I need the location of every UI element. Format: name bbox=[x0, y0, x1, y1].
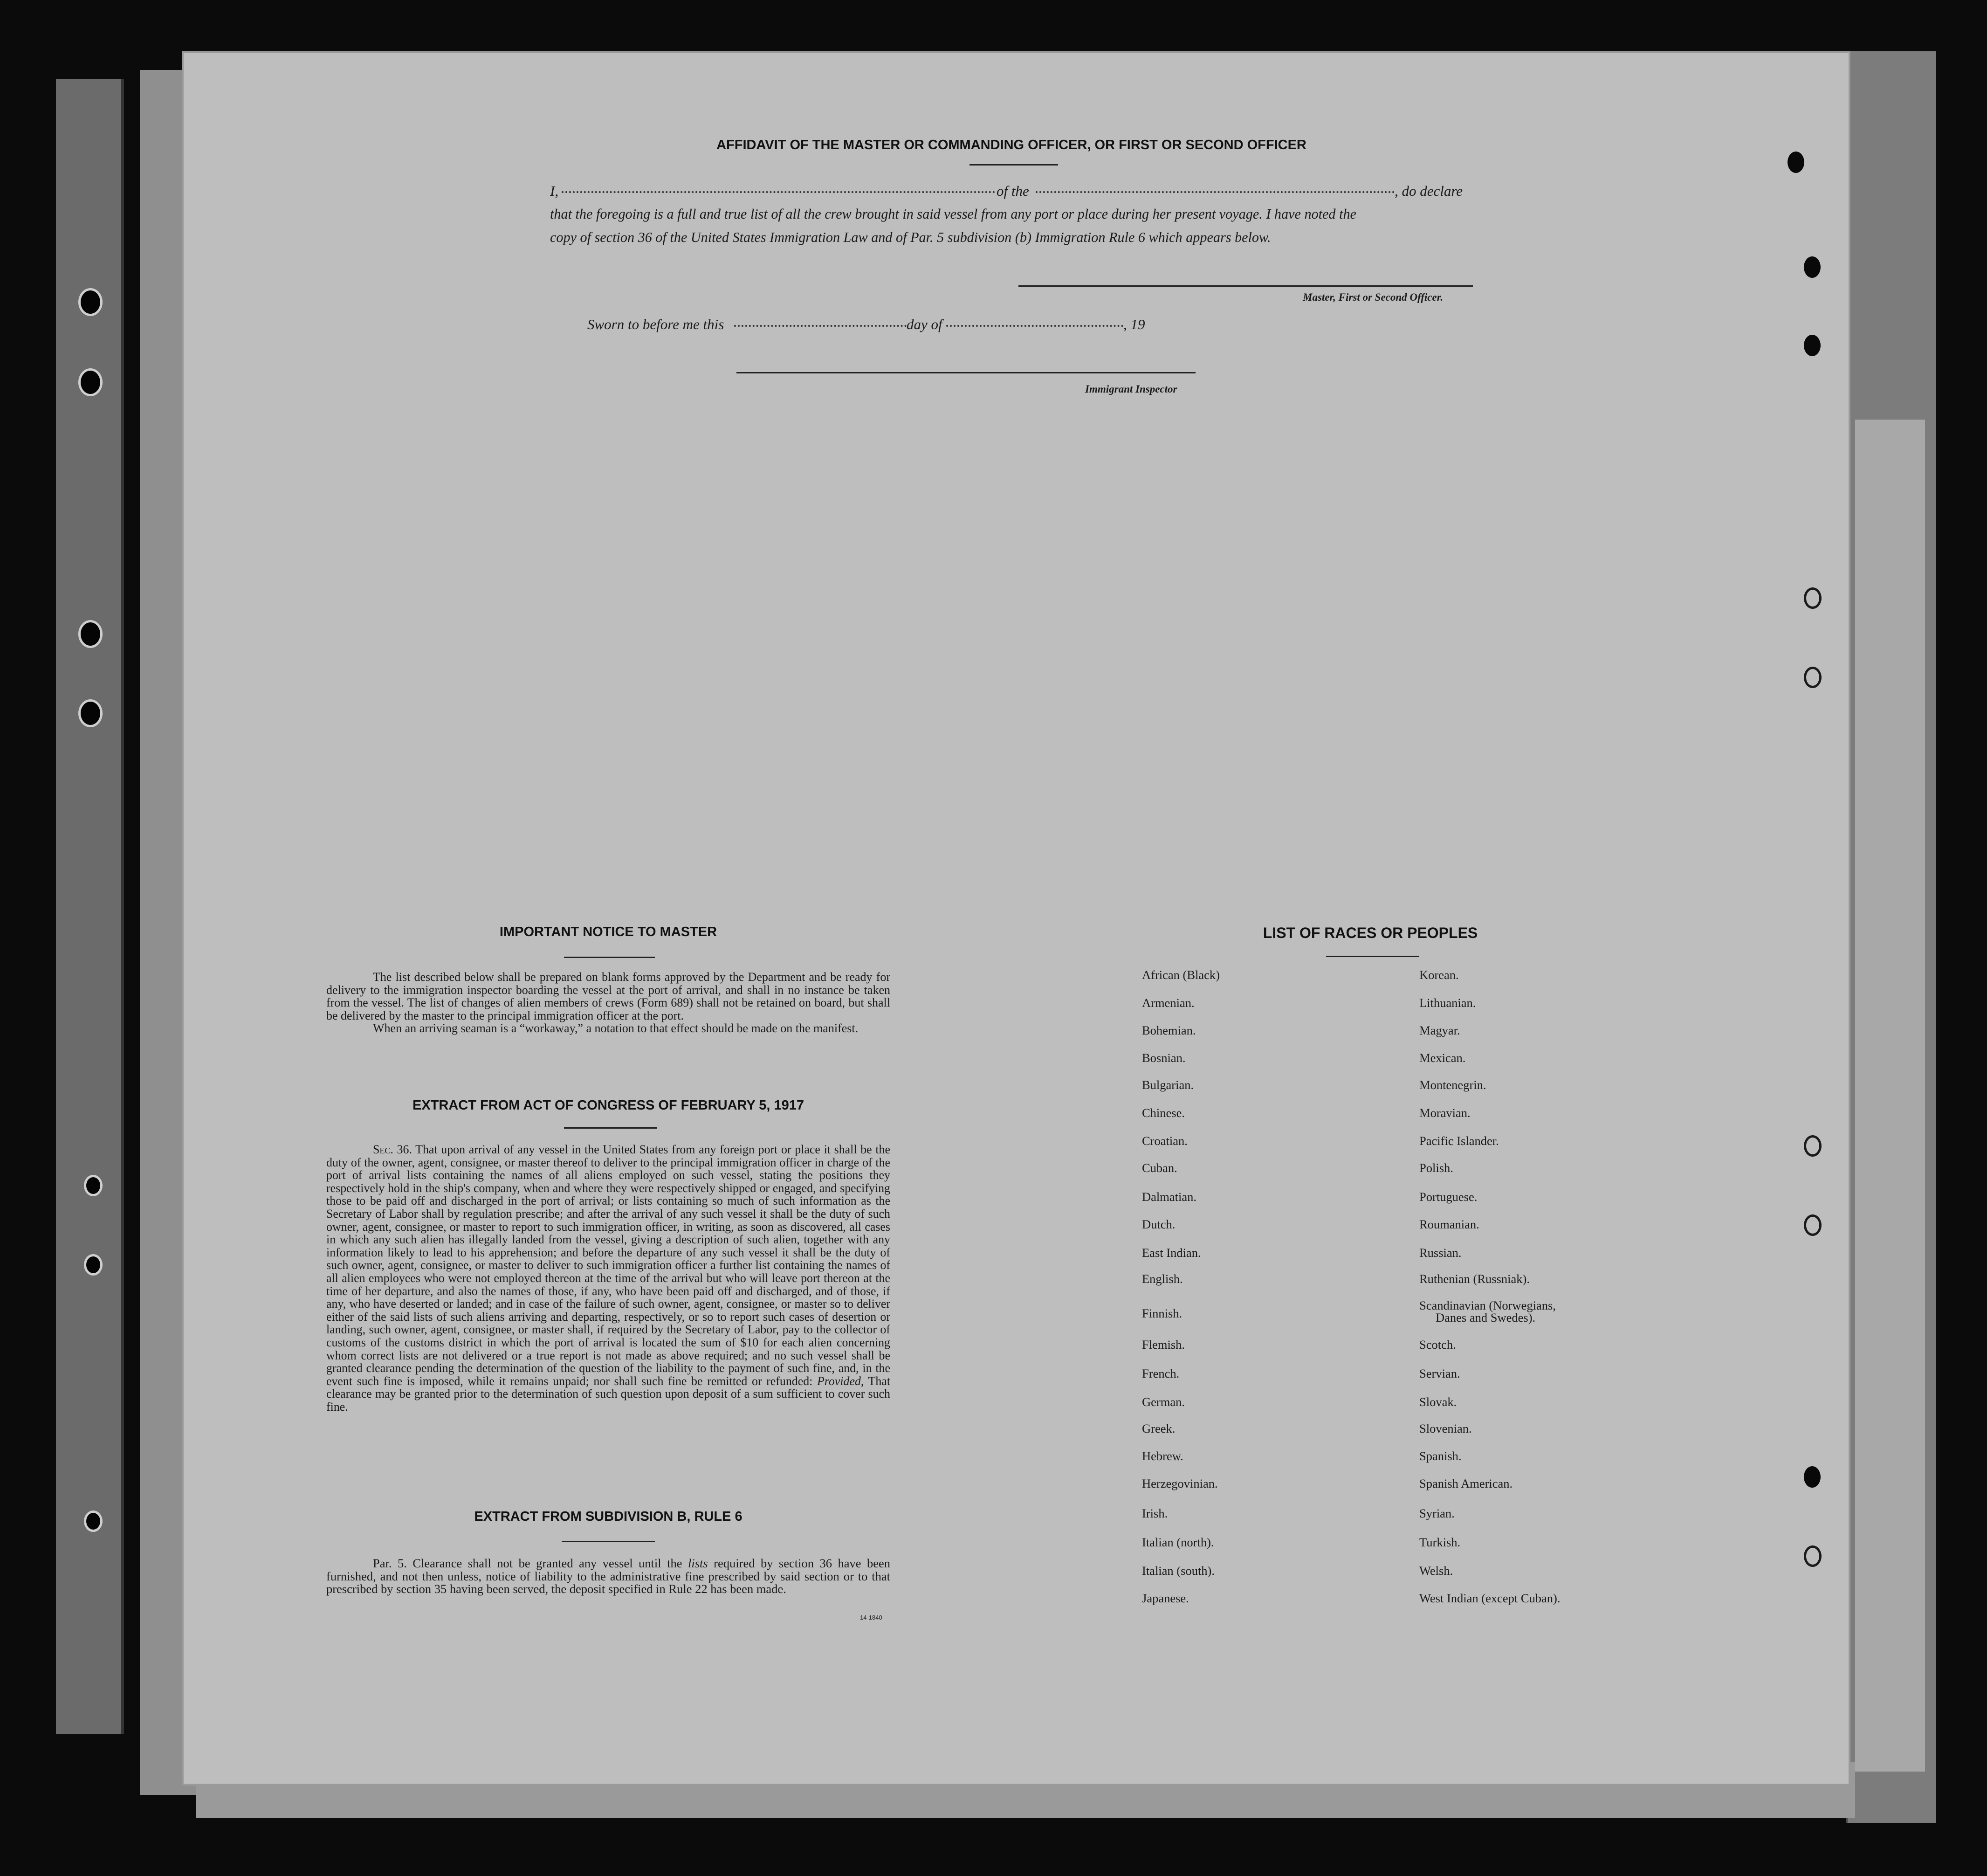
officer-caption: Master, First or Second Officer. bbox=[1303, 291, 1444, 303]
section-36-text: 36. That upon arrival of any vessel in the United States from any foreign port or place it shall be the duty of the owner, agent, consignee, or master thereof to deliver to the principal immigration officer in charge of the port of arrival lists containing the names of all aliens employed on such vessel, stating the positions they respectively hold in the ship's company, when and where they were respectively shipped or engaged, and specifying those to be paid off and discharged in the port of arrival; or lists containing so much of such information as the Secretary of Labor shall by regulation prescribe; and after the arrival of any such vessel it shall be the duty of such owner, agent, consignee, or master to report to such immigration officer, in writing, as soon as discovered, all cases in which any such alien has illegally landed from the vessel, giving a description of such alien, together with any information likely to lead to his apprehension; and before the departure of any such vessel it shall be the duty of such owner, agent, consignee, or master to deliver to such immigration officer a further list containing the names of all alien employees who were not employed thereon at the time of the arrival but who will leave port thereon at the time of her departure, and also the names of those, if any, who have been paid off and discharged, and of those, if any, who have deserted or landed; and in case of the failure of such owner, agent, consignee, or master so to deliver either of the said lists of such aliens arriving and departing, respectively, or so to report such cases of desertion or landing, such owner, agent, consignee, or master shall, if required by the Secretary of Labor, pay to the collector of customs of the customs district in which the port of arrival is located the sum of $10 for each alien concerning whom correct lists are not delivered or a true report is not made as above required; and no such vessel shall be granted clearance pending the determination of the question of the liability to the payment of such fine, and, in the event such fine is imposed, while it remains unpaid; nor shall such fine be remitted or refunded: bbox=[326, 1143, 890, 1388]
race-item: Ruthenian (Russniak). bbox=[1419, 1272, 1530, 1286]
race-item: East Indian. bbox=[1142, 1246, 1201, 1260]
punch-hole bbox=[1804, 1214, 1822, 1236]
race-item: Bosnian. bbox=[1142, 1051, 1186, 1065]
rule-text-b: required by section 36 have been furnished, and not then unless, notice of liability to the administrative fine prescribed by said section or to that prescribed by section 35 having been served, the deposit specified in Rule 22 has been made. bbox=[326, 1556, 890, 1596]
race-item: Bohemian. bbox=[1142, 1023, 1196, 1037]
affidavit-title: AFFIDAVIT OF THE MASTER OR COMMANDING OFFICER, OR FIRST OR SECOND OFFICER bbox=[716, 138, 1306, 152]
race-item: Hebrew. bbox=[1142, 1449, 1183, 1463]
race-item: English. bbox=[1142, 1272, 1183, 1286]
race-item: Korean. bbox=[1419, 968, 1459, 982]
race-item: Syrian. bbox=[1419, 1506, 1455, 1520]
binder-hole bbox=[78, 288, 103, 316]
race-item: Chinese. bbox=[1142, 1106, 1185, 1120]
punch-hole bbox=[1804, 335, 1821, 356]
extract-act-text bbox=[326, 1143, 890, 1413]
race-item: Montenegrin. bbox=[1419, 1078, 1486, 1092]
race-item: Scandinavian (Norwegians, bbox=[1419, 1298, 1556, 1312]
race-item-continuation: Danes and Swedes). bbox=[1436, 1310, 1536, 1324]
race-item: Welsh. bbox=[1419, 1564, 1453, 1578]
inspector-caption: Immigrant Inspector bbox=[1085, 383, 1177, 395]
race-item: Mexican. bbox=[1419, 1051, 1466, 1065]
race-item: African (Black) bbox=[1142, 968, 1220, 982]
race-item: Roumanian. bbox=[1419, 1217, 1479, 1231]
binder-hole bbox=[78, 620, 103, 648]
year-label: , 19 bbox=[1123, 316, 1145, 332]
binder-strip bbox=[56, 79, 124, 1734]
race-item: Lithuanian. bbox=[1419, 996, 1476, 1010]
notice-title: IMPORTANT NOTICE TO MASTER bbox=[499, 924, 717, 939]
notice-paragraph-2: When an arriving seaman is a “workaway,” a notation to that effect should be made on the manifest. bbox=[373, 1021, 859, 1035]
master-name-field[interactable] bbox=[562, 191, 995, 193]
race-item: West Indian (except Cuban). bbox=[1419, 1591, 1561, 1605]
race-item: Dalmatian. bbox=[1142, 1190, 1196, 1204]
race-item: Bulgarian. bbox=[1142, 1078, 1194, 1092]
sworn-label: Sworn to before me this bbox=[587, 316, 724, 332]
races-title: LIST OF RACES OR PEOPLES bbox=[1263, 924, 1478, 941]
lists-word: lists bbox=[688, 1556, 708, 1570]
provided-word: Provided, bbox=[817, 1374, 864, 1388]
race-item: Greek. bbox=[1142, 1421, 1176, 1435]
extract-rule-text bbox=[326, 1557, 890, 1596]
affidavit-line-3: copy of section 36 of the United States Immigration Law and of Par. 5 subdivision (b) Immigration Rule 6 which appears below. bbox=[550, 229, 1271, 245]
race-item: Moravian. bbox=[1419, 1106, 1471, 1120]
race-item: Pacific Islander. bbox=[1419, 1134, 1499, 1148]
affidavit-of-the-label: of the bbox=[997, 183, 1029, 199]
race-item: Portuguese. bbox=[1419, 1190, 1478, 1204]
race-item: Spanish American. bbox=[1419, 1476, 1513, 1490]
race-item: Japanese. bbox=[1142, 1591, 1189, 1605]
extract-act-rule bbox=[564, 1127, 657, 1129]
race-item: Herzegovinian. bbox=[1142, 1476, 1218, 1490]
notice-paragraph-1: The list described below shall be prepared on blank forms approved by the Department and be ready for delivery to the immigration inspector boarding the vessel at the port of arrival, and shall in no instance be taken from the vessel. The list of changes of alien members of crews (Form 689) shall not be retained on board, but shall be delivered by the master to the principal immigration officer at the port. bbox=[326, 970, 890, 1022]
race-item: Italian (north). bbox=[1142, 1535, 1214, 1549]
affidavit-line-2: that the foregoing is a full and true list of all the crew brought in said vessel from any port or place during her present voyage. I have noted the bbox=[550, 206, 1356, 222]
day-of-label: day of bbox=[907, 316, 942, 332]
punch-hole bbox=[1804, 587, 1822, 609]
race-item: Armenian. bbox=[1142, 996, 1195, 1010]
extract-rule-title: EXTRACT FROM SUBDIVISION B, RULE 6 bbox=[474, 1509, 743, 1524]
race-item: Servian. bbox=[1419, 1366, 1460, 1380]
notice-rule bbox=[564, 957, 655, 958]
punch-hole bbox=[1804, 256, 1821, 278]
inspector-signature-line[interactable] bbox=[736, 372, 1196, 373]
race-item: Scotch. bbox=[1419, 1338, 1456, 1352]
binder-hole bbox=[84, 1254, 103, 1276]
extract-rule-rule bbox=[562, 1541, 655, 1542]
race-item: Irish. bbox=[1142, 1506, 1168, 1520]
affidavit-i-label: I, bbox=[550, 183, 559, 199]
punch-hole bbox=[1804, 1545, 1822, 1567]
binder-hole bbox=[78, 368, 103, 396]
race-item: Croatian. bbox=[1142, 1134, 1188, 1148]
punch-hole bbox=[1804, 667, 1822, 688]
race-item: Magyar. bbox=[1419, 1023, 1460, 1037]
race-item: Polish. bbox=[1419, 1161, 1453, 1175]
race-item: Turkish. bbox=[1419, 1535, 1461, 1549]
race-item: Spanish. bbox=[1419, 1449, 1462, 1463]
sworn-month-field[interactable] bbox=[946, 325, 1123, 327]
binder-hole bbox=[84, 1510, 103, 1532]
extract-act-title: EXTRACT FROM ACT OF CONGRESS OF FEBRUARY 5, 1917 bbox=[412, 1098, 804, 1113]
race-item: Finnish. bbox=[1142, 1306, 1183, 1320]
punch-hole bbox=[1788, 152, 1804, 173]
title-rule bbox=[969, 164, 1058, 166]
section-36-text-end: That clearance may be granted prior to the determination of such question upon deposit of a sum sufficient to cover such fine. bbox=[326, 1374, 891, 1414]
race-item: Flemish. bbox=[1142, 1338, 1185, 1352]
race-item: French. bbox=[1142, 1366, 1180, 1380]
races-rule bbox=[1326, 956, 1419, 957]
race-item: Slovenian. bbox=[1419, 1421, 1472, 1435]
vessel-name-field[interactable] bbox=[1036, 191, 1395, 193]
binder-hole bbox=[78, 699, 103, 727]
race-item: Slovak. bbox=[1419, 1395, 1457, 1409]
race-item: Cuban. bbox=[1142, 1161, 1177, 1175]
affidavit-do-declare: , do declare bbox=[1395, 183, 1463, 199]
race-item: Dutch. bbox=[1142, 1217, 1176, 1231]
sec-label: Sec. bbox=[373, 1143, 393, 1156]
form-sheet bbox=[182, 51, 1850, 1786]
punch-hole bbox=[1804, 1135, 1822, 1157]
notice-text bbox=[326, 971, 890, 1035]
race-item: Russian. bbox=[1419, 1246, 1462, 1260]
rule-text-a: Par. 5. Clearance shall not be granted any vessel until the bbox=[373, 1556, 688, 1570]
race-item: Italian (south). bbox=[1142, 1564, 1215, 1578]
officer-signature-line[interactable] bbox=[1018, 285, 1473, 287]
race-item: German. bbox=[1142, 1395, 1185, 1409]
underlying-sheet-right-inner bbox=[1855, 420, 1925, 1772]
punch-hole bbox=[1804, 1466, 1821, 1488]
sworn-day-field[interactable] bbox=[734, 325, 907, 327]
binder-hole bbox=[84, 1175, 103, 1196]
form-number: 14-1840 bbox=[860, 1614, 882, 1621]
